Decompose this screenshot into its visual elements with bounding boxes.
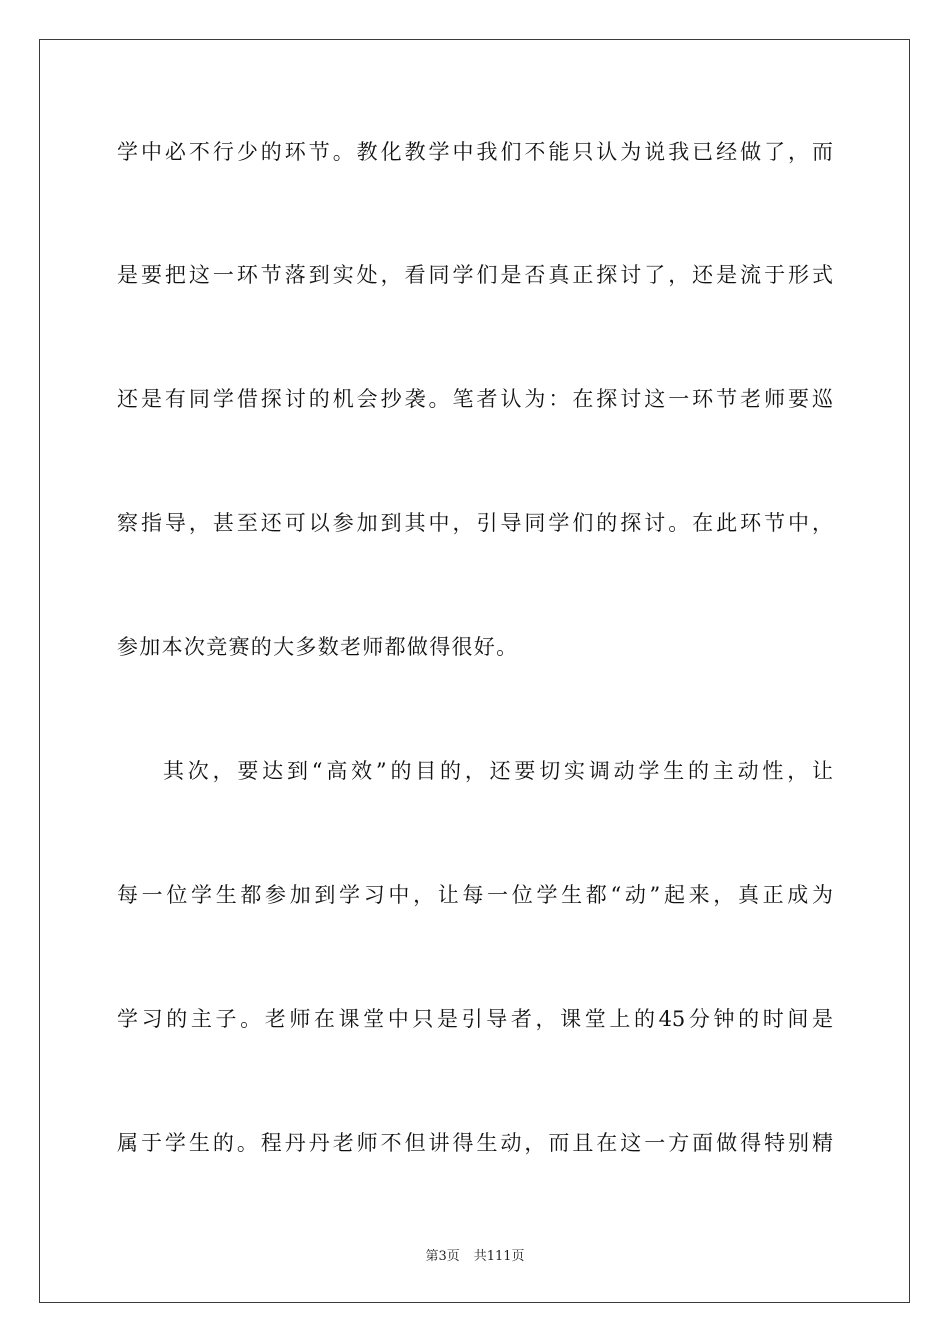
paragraph-line-2: 是要把这一环节落到实处，看同学们是否真正探讨了，还是流于形式 xyxy=(117,263,833,287)
paragraph-line-3: 还是有同学借探讨的机会抄袭。笔者认为：在探讨这一环节老师要巡 xyxy=(117,387,833,411)
paragraph-line-4: 察指导，甚至还可以参加到其中，引导同学们的探讨。在此环节中， xyxy=(117,511,833,535)
paragraph-line-8: 学习的主子。老师在课堂中只是引导者，课堂上的45分钟的时间是 xyxy=(117,1007,833,1031)
paragraph-line-6: 其次，要达到“高效”的目的，还要切实调动学生的主动性，让 xyxy=(163,759,833,783)
paragraph-line-1: 学中必不行少的环节。教化教学中我们不能只认为说我已经做了，而 xyxy=(117,140,833,164)
page-number: 第3页 xyxy=(425,1249,460,1264)
paragraph-line-5: 参加本次竞赛的大多数老师都做得很好。 xyxy=(117,635,519,659)
page-total: 共111页 xyxy=(473,1249,525,1264)
paragraph-line-7: 每一位学生都参加到学习中，让每一位学生都“动”起来，真正成为 xyxy=(117,883,833,907)
page-footer xyxy=(0,1245,950,1264)
paragraph-line-9: 属于学生的。程丹丹老师不但讲得生动，而且在这一方面做得特别精 xyxy=(117,1131,833,1155)
page-border xyxy=(39,39,910,1303)
